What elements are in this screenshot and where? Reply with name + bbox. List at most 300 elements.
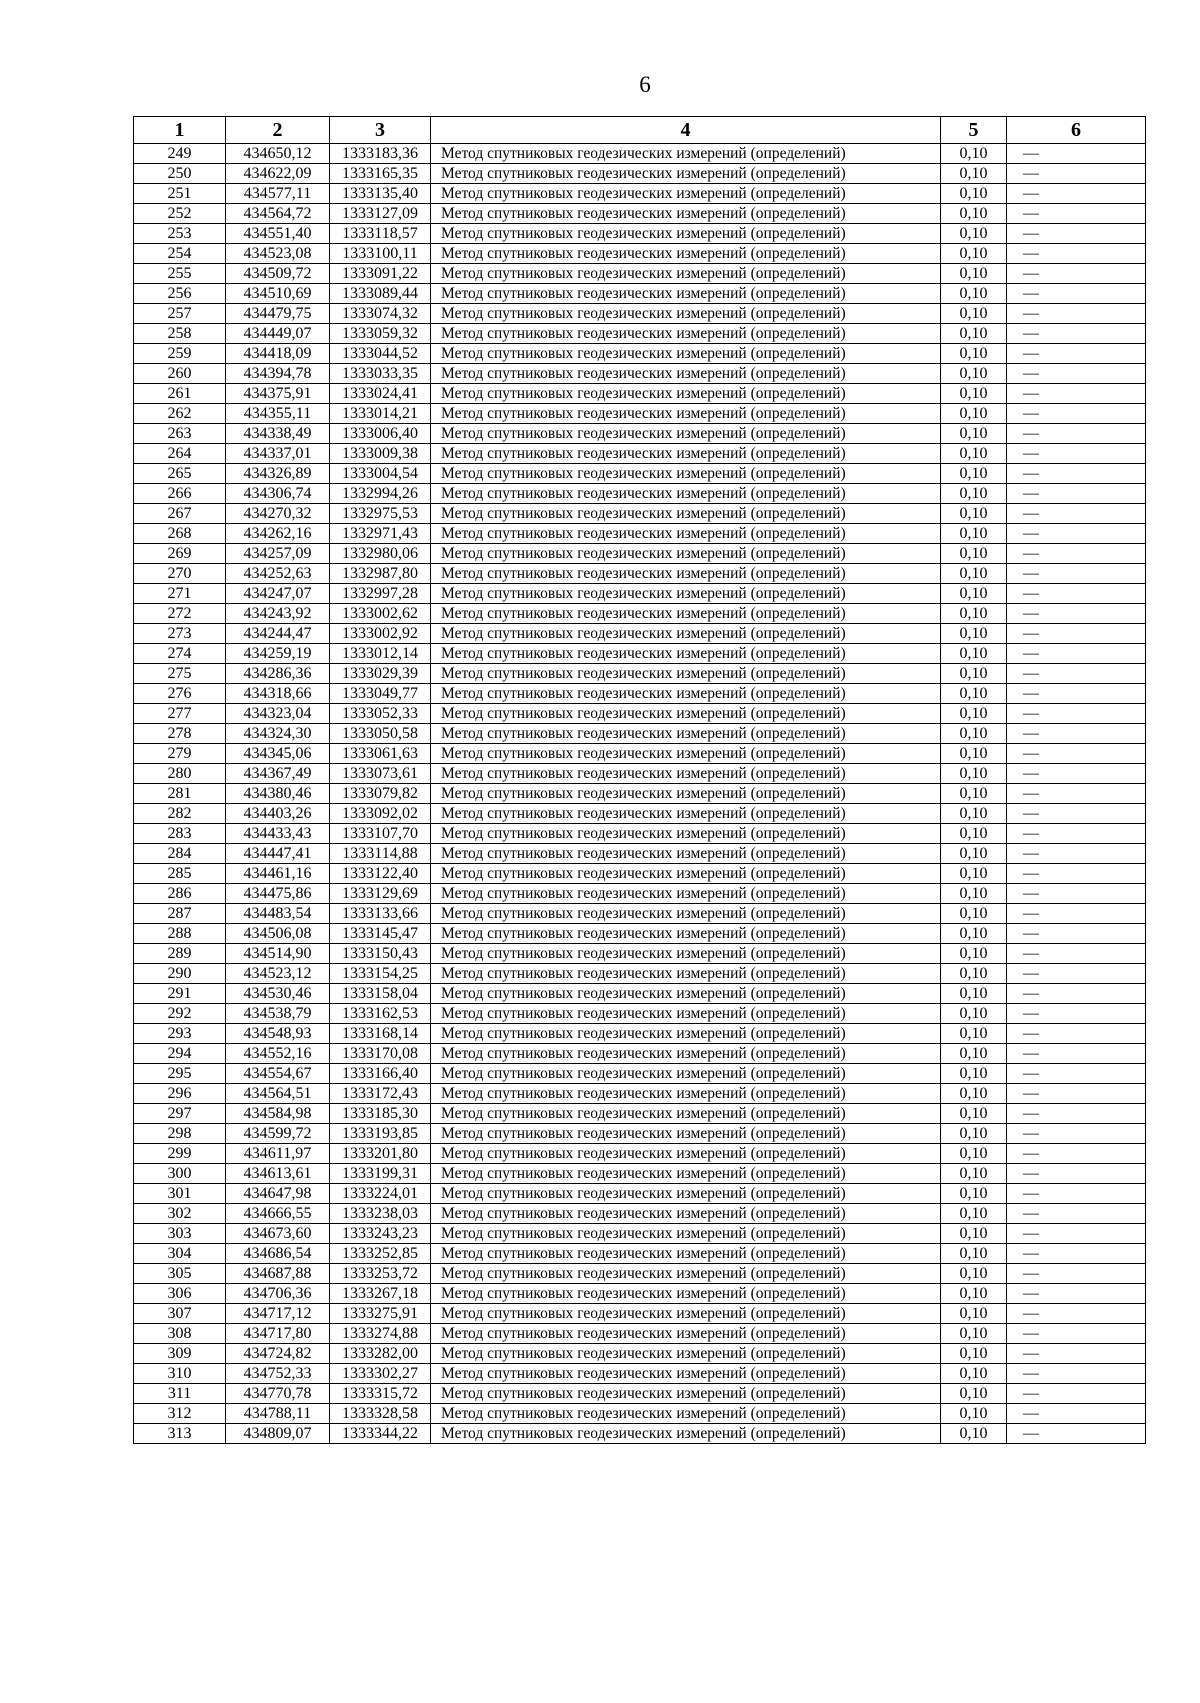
cell-method: Метод спутниковых геодезических измерений (определений) bbox=[431, 404, 941, 424]
cell-accuracy: 0,10 bbox=[941, 384, 1007, 404]
cell-accuracy: 0,10 bbox=[941, 704, 1007, 724]
cell-x: 434306,74 bbox=[226, 484, 330, 504]
cell-accuracy: 0,10 bbox=[941, 1264, 1007, 1284]
cell-y: 1333004,54 bbox=[330, 464, 431, 484]
cell-y: 1333049,77 bbox=[330, 684, 431, 704]
cell-point-number: 301 bbox=[134, 1184, 226, 1204]
cell-point-number: 276 bbox=[134, 684, 226, 704]
cell-point-number: 311 bbox=[134, 1384, 226, 1404]
cell-description: — bbox=[1007, 844, 1146, 864]
cell-point-number: 307 bbox=[134, 1304, 226, 1324]
cell-accuracy: 0,10 bbox=[941, 1304, 1007, 1324]
cell-method: Метод спутниковых геодезических измерений (определений) bbox=[431, 464, 941, 484]
table-row bbox=[134, 544, 1146, 564]
table-row bbox=[134, 624, 1146, 644]
cell-description: — bbox=[1007, 1284, 1146, 1304]
table-row bbox=[134, 764, 1146, 784]
table-row bbox=[134, 1044, 1146, 1064]
cell-accuracy: 0,10 bbox=[941, 724, 1007, 744]
cell-method: Метод спутниковых геодезических измерений (определений) bbox=[431, 904, 941, 924]
table-row bbox=[134, 1024, 1146, 1044]
cell-x: 434809,07 bbox=[226, 1424, 330, 1444]
cell-x: 434514,90 bbox=[226, 944, 330, 964]
cell-accuracy: 0,10 bbox=[941, 764, 1007, 784]
table-row bbox=[134, 924, 1146, 944]
cell-method: Метод спутниковых геодезических измерений (определений) bbox=[431, 1084, 941, 1104]
cell-description: — bbox=[1007, 1004, 1146, 1024]
cell-method: Метод спутниковых геодезических измерений (определений) bbox=[431, 644, 941, 664]
cell-description: — bbox=[1007, 1124, 1146, 1144]
cell-point-number: 296 bbox=[134, 1084, 226, 1104]
cell-y: 1333012,14 bbox=[330, 644, 431, 664]
cell-y: 1333183,36 bbox=[330, 144, 431, 164]
cell-x: 434724,82 bbox=[226, 1344, 330, 1364]
table-row bbox=[134, 1284, 1146, 1304]
cell-method: Метод спутниковых геодезических измерений (определений) bbox=[431, 364, 941, 384]
cell-point-number: 294 bbox=[134, 1044, 226, 1064]
cell-method: Метод спутниковых геодезических измерений (определений) bbox=[431, 724, 941, 744]
cell-x: 434548,93 bbox=[226, 1024, 330, 1044]
table-row bbox=[134, 564, 1146, 584]
cell-point-number: 263 bbox=[134, 424, 226, 444]
cell-description: — bbox=[1007, 764, 1146, 784]
cell-x: 434375,91 bbox=[226, 384, 330, 404]
cell-accuracy: 0,10 bbox=[941, 624, 1007, 644]
cell-method: Метод спутниковых геодезических измерений (определений) bbox=[431, 1264, 941, 1284]
cell-method: Метод спутниковых геодезических измерений (определений) bbox=[431, 1384, 941, 1404]
cell-point-number: 268 bbox=[134, 524, 226, 544]
cell-description: — bbox=[1007, 944, 1146, 964]
cell-x: 434599,72 bbox=[226, 1124, 330, 1144]
cell-description: — bbox=[1007, 804, 1146, 824]
cell-description: — bbox=[1007, 464, 1146, 484]
cell-y: 1333122,40 bbox=[330, 864, 431, 884]
cell-y: 1333079,82 bbox=[330, 784, 431, 804]
cell-accuracy: 0,10 bbox=[941, 964, 1007, 984]
column-header-accuracy: 5 bbox=[941, 117, 1007, 144]
cell-description: — bbox=[1007, 504, 1146, 524]
cell-point-number: 285 bbox=[134, 864, 226, 884]
cell-method: Метод спутниковых геодезических измерений (определений) bbox=[431, 744, 941, 764]
cell-x: 434564,51 bbox=[226, 1084, 330, 1104]
cell-accuracy: 0,10 bbox=[941, 324, 1007, 344]
cell-point-number: 269 bbox=[134, 544, 226, 564]
cell-method: Метод спутниковых геодезических измерений (определений) bbox=[431, 564, 941, 584]
cell-y: 1333129,69 bbox=[330, 884, 431, 904]
cell-method: Метод спутниковых геодезических измерений (определений) bbox=[431, 924, 941, 944]
cell-point-number: 291 bbox=[134, 984, 226, 1004]
cell-y: 1333091,22 bbox=[330, 264, 431, 284]
cell-y: 1333059,32 bbox=[330, 324, 431, 344]
cell-accuracy: 0,10 bbox=[941, 284, 1007, 304]
table-body bbox=[134, 144, 1146, 1444]
cell-y: 1333315,72 bbox=[330, 1384, 431, 1404]
coordinates-table bbox=[133, 116, 1146, 1444]
table-row bbox=[134, 1424, 1146, 1444]
cell-description: — bbox=[1007, 1224, 1146, 1244]
cell-accuracy: 0,10 bbox=[941, 984, 1007, 1004]
cell-point-number: 257 bbox=[134, 304, 226, 324]
cell-y: 1333107,70 bbox=[330, 824, 431, 844]
cell-description: — bbox=[1007, 284, 1146, 304]
cell-accuracy: 0,10 bbox=[941, 1124, 1007, 1144]
table-row bbox=[134, 224, 1146, 244]
cell-y: 1333165,35 bbox=[330, 164, 431, 184]
cell-accuracy: 0,10 bbox=[941, 264, 1007, 284]
cell-accuracy: 0,10 bbox=[941, 1204, 1007, 1224]
column-header-description: 6 bbox=[1007, 117, 1146, 144]
cell-y: 1333029,39 bbox=[330, 664, 431, 684]
cell-accuracy: 0,10 bbox=[941, 1024, 1007, 1044]
cell-description: — bbox=[1007, 444, 1146, 464]
table-row bbox=[134, 744, 1146, 764]
cell-method: Метод спутниковых геодезических измерений (определений) bbox=[431, 1304, 941, 1324]
cell-x: 434418,09 bbox=[226, 344, 330, 364]
cell-method: Метод спутниковых геодезических измерений (определений) bbox=[431, 204, 941, 224]
cell-y: 1332971,43 bbox=[330, 524, 431, 544]
cell-description: — bbox=[1007, 744, 1146, 764]
cell-point-number: 264 bbox=[134, 444, 226, 464]
cell-x: 434345,06 bbox=[226, 744, 330, 764]
cell-description: — bbox=[1007, 484, 1146, 504]
cell-method: Метод спутниковых геодезических измерений (определений) bbox=[431, 1204, 941, 1224]
cell-description: — bbox=[1007, 904, 1146, 924]
cell-method: Метод спутниковых геодезических измерений (определений) bbox=[431, 1064, 941, 1084]
cell-point-number: 299 bbox=[134, 1144, 226, 1164]
cell-accuracy: 0,10 bbox=[941, 1084, 1007, 1104]
cell-description: — bbox=[1007, 1084, 1146, 1104]
cell-accuracy: 0,10 bbox=[941, 544, 1007, 564]
cell-x: 434611,97 bbox=[226, 1144, 330, 1164]
cell-y: 1333009,38 bbox=[330, 444, 431, 464]
cell-accuracy: 0,10 bbox=[941, 1344, 1007, 1364]
column-header-x: 2 bbox=[226, 117, 330, 144]
cell-description: — bbox=[1007, 1064, 1146, 1084]
cell-method: Метод спутниковых геодезических измерений (определений) bbox=[431, 1164, 941, 1184]
cell-y: 1332980,06 bbox=[330, 544, 431, 564]
table-row bbox=[134, 1204, 1146, 1224]
cell-method: Метод спутниковых геодезических измерений (определений) bbox=[431, 1284, 941, 1304]
cell-x: 434355,11 bbox=[226, 404, 330, 424]
cell-point-number: 273 bbox=[134, 624, 226, 644]
cell-accuracy: 0,10 bbox=[941, 204, 1007, 224]
cell-point-number: 280 bbox=[134, 764, 226, 784]
cell-y: 1333328,58 bbox=[330, 1404, 431, 1424]
cell-method: Метод спутниковых геодезических измерений (определений) bbox=[431, 344, 941, 364]
table-row bbox=[134, 1224, 1146, 1244]
cell-method: Метод спутниковых геодезических измерений (определений) bbox=[431, 304, 941, 324]
cell-x: 434650,12 bbox=[226, 144, 330, 164]
cell-y: 1333150,43 bbox=[330, 944, 431, 964]
cell-point-number: 281 bbox=[134, 784, 226, 804]
cell-description: — bbox=[1007, 1384, 1146, 1404]
cell-x: 434647,98 bbox=[226, 1184, 330, 1204]
cell-point-number: 259 bbox=[134, 344, 226, 364]
cell-x: 434367,49 bbox=[226, 764, 330, 784]
cell-y: 1333050,58 bbox=[330, 724, 431, 744]
cell-accuracy: 0,10 bbox=[941, 784, 1007, 804]
cell-y: 1333267,18 bbox=[330, 1284, 431, 1304]
cell-accuracy: 0,10 bbox=[941, 1364, 1007, 1384]
cell-y: 1333253,72 bbox=[330, 1264, 431, 1284]
table-row bbox=[134, 484, 1146, 504]
cell-point-number: 312 bbox=[134, 1404, 226, 1424]
table-row bbox=[134, 964, 1146, 984]
table-row bbox=[134, 464, 1146, 484]
cell-x: 434551,40 bbox=[226, 224, 330, 244]
table-row bbox=[134, 204, 1146, 224]
cell-y: 1333252,85 bbox=[330, 1244, 431, 1264]
cell-accuracy: 0,10 bbox=[941, 584, 1007, 604]
table-header-row bbox=[134, 117, 1146, 144]
cell-x: 434788,11 bbox=[226, 1404, 330, 1424]
cell-y: 1332975,53 bbox=[330, 504, 431, 524]
cell-method: Метод спутниковых геодезических измерений (определений) bbox=[431, 864, 941, 884]
cell-accuracy: 0,10 bbox=[941, 1144, 1007, 1164]
cell-x: 434673,60 bbox=[226, 1224, 330, 1244]
cell-accuracy: 0,10 bbox=[941, 164, 1007, 184]
table-row bbox=[134, 1244, 1146, 1264]
table-row bbox=[134, 1404, 1146, 1424]
cell-y: 1333162,53 bbox=[330, 1004, 431, 1024]
cell-accuracy: 0,10 bbox=[941, 1004, 1007, 1024]
table-row bbox=[134, 324, 1146, 344]
cell-accuracy: 0,10 bbox=[941, 1184, 1007, 1204]
cell-point-number: 274 bbox=[134, 644, 226, 664]
cell-description: — bbox=[1007, 1104, 1146, 1124]
cell-description: — bbox=[1007, 164, 1146, 184]
cell-method: Метод спутниковых геодезических измерений (определений) bbox=[431, 604, 941, 624]
cell-x: 434252,63 bbox=[226, 564, 330, 584]
cell-point-number: 283 bbox=[134, 824, 226, 844]
cell-description: — bbox=[1007, 924, 1146, 944]
cell-accuracy: 0,10 bbox=[941, 404, 1007, 424]
table-row bbox=[134, 724, 1146, 744]
cell-accuracy: 0,10 bbox=[941, 424, 1007, 444]
cell-y: 1333002,92 bbox=[330, 624, 431, 644]
table-row bbox=[134, 584, 1146, 604]
cell-point-number: 300 bbox=[134, 1164, 226, 1184]
cell-y: 1333002,62 bbox=[330, 604, 431, 624]
cell-y: 1332997,28 bbox=[330, 584, 431, 604]
table-row bbox=[134, 1344, 1146, 1364]
cell-description: — bbox=[1007, 404, 1146, 424]
cell-x: 434613,61 bbox=[226, 1164, 330, 1184]
cell-y: 1333073,61 bbox=[330, 764, 431, 784]
cell-description: — bbox=[1007, 1424, 1146, 1444]
cell-method: Метод спутниковых геодезических измерений (определений) bbox=[431, 844, 941, 864]
cell-x: 434554,67 bbox=[226, 1064, 330, 1084]
cell-method: Метод спутниковых геодезических измерений (определений) bbox=[431, 1364, 941, 1384]
table-row bbox=[134, 944, 1146, 964]
cell-y: 1333170,08 bbox=[330, 1044, 431, 1064]
cell-method: Метод спутниковых геодезических измерений (определений) bbox=[431, 1244, 941, 1264]
cell-y: 1333199,31 bbox=[330, 1164, 431, 1184]
cell-description: — bbox=[1007, 864, 1146, 884]
cell-accuracy: 0,10 bbox=[941, 184, 1007, 204]
cell-method: Метод спутниковых геодезических измерений (определений) bbox=[431, 524, 941, 544]
cell-accuracy: 0,10 bbox=[941, 1064, 1007, 1084]
cell-accuracy: 0,10 bbox=[941, 364, 1007, 384]
cell-x: 434323,04 bbox=[226, 704, 330, 724]
cell-method: Метод спутниковых геодезических измерений (определений) bbox=[431, 1144, 941, 1164]
column-header-y: 3 bbox=[330, 117, 431, 144]
table-row bbox=[134, 264, 1146, 284]
table-row bbox=[134, 1264, 1146, 1284]
cell-accuracy: 0,10 bbox=[941, 924, 1007, 944]
cell-description: — bbox=[1007, 1244, 1146, 1264]
cell-x: 434523,12 bbox=[226, 964, 330, 984]
cell-y: 1333344,22 bbox=[330, 1424, 431, 1444]
cell-y: 1333061,63 bbox=[330, 744, 431, 764]
cell-x: 434506,08 bbox=[226, 924, 330, 944]
cell-point-number: 279 bbox=[134, 744, 226, 764]
cell-point-number: 258 bbox=[134, 324, 226, 344]
table-row bbox=[134, 284, 1146, 304]
cell-description: — bbox=[1007, 884, 1146, 904]
table-row bbox=[134, 164, 1146, 184]
cell-accuracy: 0,10 bbox=[941, 1244, 1007, 1264]
cell-accuracy: 0,10 bbox=[941, 1324, 1007, 1344]
cell-y: 1333172,43 bbox=[330, 1084, 431, 1104]
cell-method: Метод спутниковых геодезических измерений (определений) bbox=[431, 664, 941, 684]
cell-method: Метод спутниковых геодезических измерений (определений) bbox=[431, 144, 941, 164]
cell-accuracy: 0,10 bbox=[941, 1424, 1007, 1444]
cell-accuracy: 0,10 bbox=[941, 804, 1007, 824]
cell-accuracy: 0,10 bbox=[941, 1164, 1007, 1184]
cell-method: Метод спутниковых геодезических измерений (определений) bbox=[431, 164, 941, 184]
cell-description: — bbox=[1007, 1144, 1146, 1164]
cell-y: 1333166,40 bbox=[330, 1064, 431, 1084]
cell-description: — bbox=[1007, 704, 1146, 724]
table-row bbox=[134, 144, 1146, 164]
cell-method: Метод спутниковых геодезических измерений (определений) bbox=[431, 384, 941, 404]
cell-y: 1333089,44 bbox=[330, 284, 431, 304]
cell-point-number: 277 bbox=[134, 704, 226, 724]
cell-point-number: 287 bbox=[134, 904, 226, 924]
cell-y: 1333168,14 bbox=[330, 1024, 431, 1044]
cell-description: — bbox=[1007, 1344, 1146, 1364]
cell-accuracy: 0,10 bbox=[941, 1044, 1007, 1064]
cell-description: — bbox=[1007, 784, 1146, 804]
cell-point-number: 262 bbox=[134, 404, 226, 424]
table-row bbox=[134, 784, 1146, 804]
cell-method: Метод спутниковых геодезических измерений (определений) bbox=[431, 804, 941, 824]
cell-description: — bbox=[1007, 564, 1146, 584]
cell-method: Метод спутниковых геодезических измерений (определений) bbox=[431, 1424, 941, 1444]
cell-x: 434752,33 bbox=[226, 1364, 330, 1384]
cell-accuracy: 0,10 bbox=[941, 1384, 1007, 1404]
column-header-method: 4 bbox=[431, 117, 941, 144]
table-row bbox=[134, 304, 1146, 324]
cell-point-number: 309 bbox=[134, 1344, 226, 1364]
cell-method: Метод спутниковых геодезических измерений (определений) bbox=[431, 1404, 941, 1424]
cell-method: Метод спутниковых геодезических измерений (определений) bbox=[431, 884, 941, 904]
cell-accuracy: 0,10 bbox=[941, 1104, 1007, 1124]
cell-description: — bbox=[1007, 1184, 1146, 1204]
cell-description: — bbox=[1007, 244, 1146, 264]
cell-method: Метод спутниковых геодезических измерений (определений) bbox=[431, 1004, 941, 1024]
cell-x: 434394,78 bbox=[226, 364, 330, 384]
cell-method: Метод спутниковых геодезических измерений (определений) bbox=[431, 964, 941, 984]
cell-y: 1333006,40 bbox=[330, 424, 431, 444]
cell-point-number: 288 bbox=[134, 924, 226, 944]
cell-method: Метод спутниковых геодезических измерений (определений) bbox=[431, 1324, 941, 1344]
cell-accuracy: 0,10 bbox=[941, 344, 1007, 364]
cell-description: — bbox=[1007, 304, 1146, 324]
cell-description: — bbox=[1007, 324, 1146, 344]
cell-point-number: 265 bbox=[134, 464, 226, 484]
table-row bbox=[134, 1364, 1146, 1384]
cell-description: — bbox=[1007, 364, 1146, 384]
cell-y: 1333193,85 bbox=[330, 1124, 431, 1144]
cell-point-number: 266 bbox=[134, 484, 226, 504]
cell-x: 434564,72 bbox=[226, 204, 330, 224]
cell-method: Метод спутниковых геодезических измерений (определений) bbox=[431, 1024, 941, 1044]
table-row bbox=[134, 604, 1146, 624]
cell-x: 434270,32 bbox=[226, 504, 330, 524]
cell-accuracy: 0,10 bbox=[941, 884, 1007, 904]
cell-x: 434262,16 bbox=[226, 524, 330, 544]
cell-x: 434552,16 bbox=[226, 1044, 330, 1064]
table-row bbox=[134, 1304, 1146, 1324]
cell-y: 1333114,88 bbox=[330, 844, 431, 864]
cell-description: — bbox=[1007, 1204, 1146, 1224]
table-row bbox=[134, 664, 1146, 684]
cell-description: — bbox=[1007, 624, 1146, 644]
cell-accuracy: 0,10 bbox=[941, 144, 1007, 164]
cell-x: 434475,86 bbox=[226, 884, 330, 904]
cell-method: Метод спутниковых геодезических измерений (определений) bbox=[431, 324, 941, 344]
cell-x: 434523,08 bbox=[226, 244, 330, 264]
cell-x: 434380,46 bbox=[226, 784, 330, 804]
cell-x: 434259,19 bbox=[226, 644, 330, 664]
cell-method: Метод спутниковых геодезических измерений (определений) bbox=[431, 224, 941, 244]
cell-point-number: 284 bbox=[134, 844, 226, 864]
cell-y: 1332994,26 bbox=[330, 484, 431, 504]
cell-accuracy: 0,10 bbox=[941, 564, 1007, 584]
table-row bbox=[134, 684, 1146, 704]
cell-point-number: 286 bbox=[134, 884, 226, 904]
cell-point-number: 292 bbox=[134, 1004, 226, 1024]
cell-method: Метод спутниковых геодезических измерений (определений) bbox=[431, 984, 941, 1004]
cell-method: Метод спутниковых геодезических измерений (определений) bbox=[431, 1224, 941, 1244]
cell-description: — bbox=[1007, 524, 1146, 544]
cell-method: Метод спутниковых геодезических измерений (определений) bbox=[431, 1044, 941, 1064]
cell-x: 434318,66 bbox=[226, 684, 330, 704]
cell-accuracy: 0,10 bbox=[941, 604, 1007, 624]
cell-x: 434706,36 bbox=[226, 1284, 330, 1304]
table-row bbox=[134, 844, 1146, 864]
cell-point-number: 255 bbox=[134, 264, 226, 284]
cell-x: 434337,01 bbox=[226, 444, 330, 464]
cell-x: 434286,36 bbox=[226, 664, 330, 684]
cell-description: — bbox=[1007, 224, 1146, 244]
cell-method: Метод спутниковых геодезических измерений (определений) bbox=[431, 684, 941, 704]
table-row bbox=[134, 504, 1146, 524]
cell-accuracy: 0,10 bbox=[941, 484, 1007, 504]
cell-description: — bbox=[1007, 824, 1146, 844]
cell-y: 1333044,52 bbox=[330, 344, 431, 364]
table-row bbox=[134, 644, 1146, 664]
cell-y: 1333154,25 bbox=[330, 964, 431, 984]
cell-accuracy: 0,10 bbox=[941, 224, 1007, 244]
cell-x: 434483,54 bbox=[226, 904, 330, 924]
cell-point-number: 295 bbox=[134, 1064, 226, 1084]
cell-x: 434479,75 bbox=[226, 304, 330, 324]
cell-method: Метод спутниковых геодезических измерений (определений) bbox=[431, 764, 941, 784]
cell-point-number: 253 bbox=[134, 224, 226, 244]
